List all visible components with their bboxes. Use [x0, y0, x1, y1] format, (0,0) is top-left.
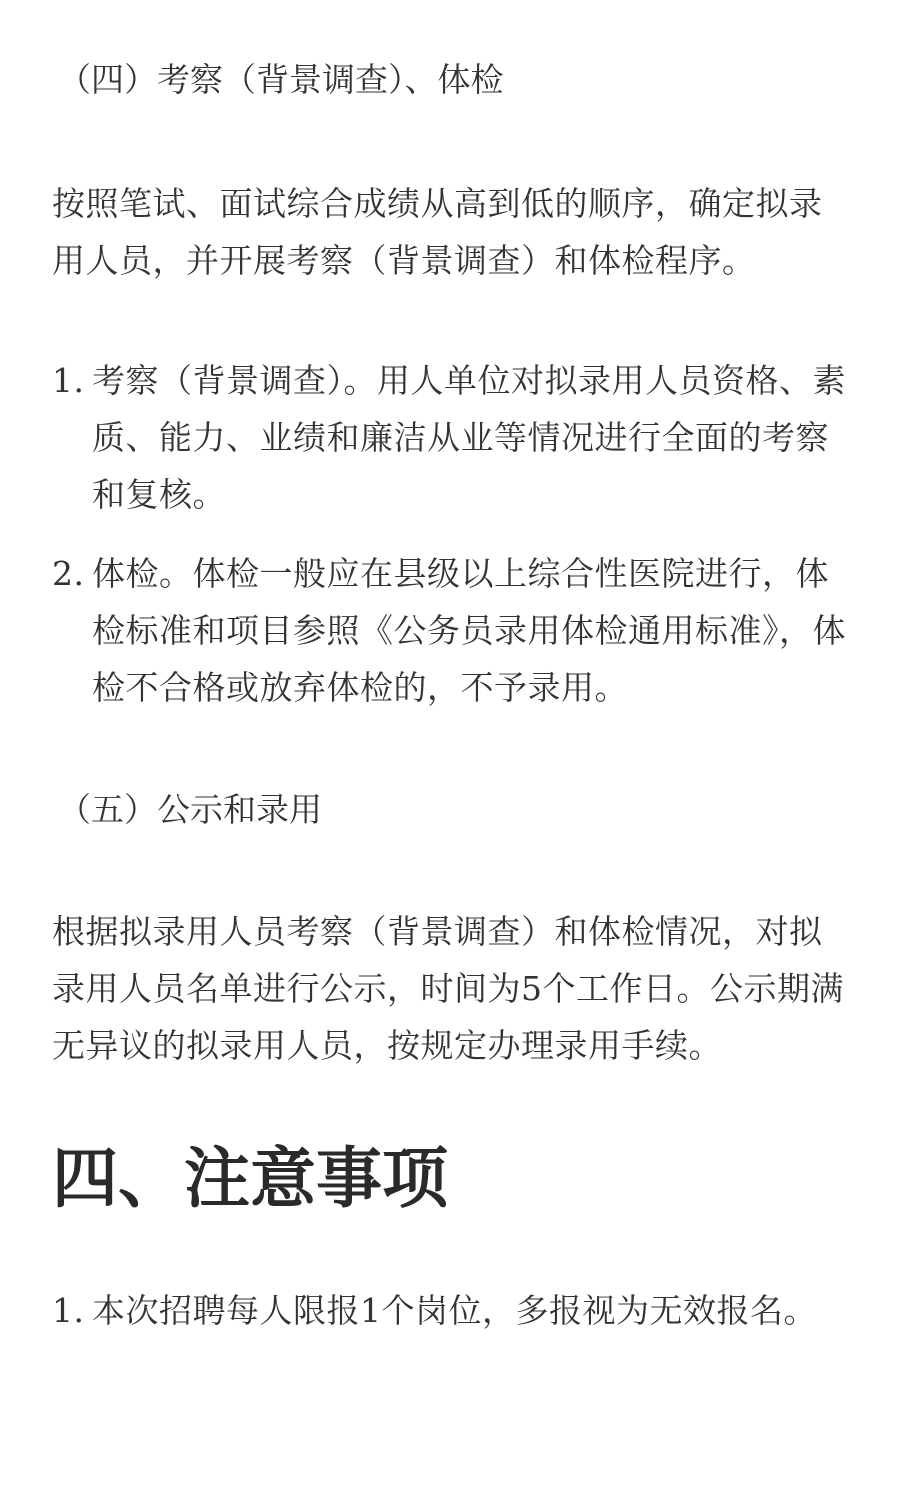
list-item-text: 体检。体检一般应在县级以上综合性医院进行，体检标准和项目参照《公务员录用体检通用标准》，体检不合格或放弃体检的，不予录用。 [92, 554, 846, 707]
section-4-title: 四、注意事项 [52, 1139, 448, 1217]
list-item-number: 1. [52, 361, 85, 400]
subsection-5-heading: （五）公示和录用 [58, 790, 322, 829]
section-4-list [52, 1282, 862, 1339]
subsection-4-heading: （四）考察（背景调查）、体检 [58, 60, 504, 99]
list-item-text: 考察（背景调查）。用人单位对拟录用人员资格、素质、能力、业绩和廉洁从业等情况进行全面的考察和复核。 [92, 361, 846, 514]
list-item [52, 352, 862, 523]
subsection-4-list [52, 352, 862, 716]
list-item-number: 2. [52, 554, 85, 593]
list-item [52, 1282, 862, 1339]
subsection-5-body: 根据拟录用人员考察（背景调查）和体检情况，对拟录用人员名单进行公示，时间为5个工作日。公示期满无异议的拟录用人员，按规定办理录用手续。 [52, 912, 844, 1065]
list-item [52, 545, 862, 716]
list-item-number: 1. [52, 1291, 85, 1330]
subsection-4-intro: 按照笔试、面试综合成绩从高到低的顺序，确定拟录用人员，并开展考察（背景调查）和体检程序。 [52, 184, 823, 280]
list-item-text: 本次招聘每人限报1个岗位，多报视为无效报名。 [92, 1291, 817, 1330]
